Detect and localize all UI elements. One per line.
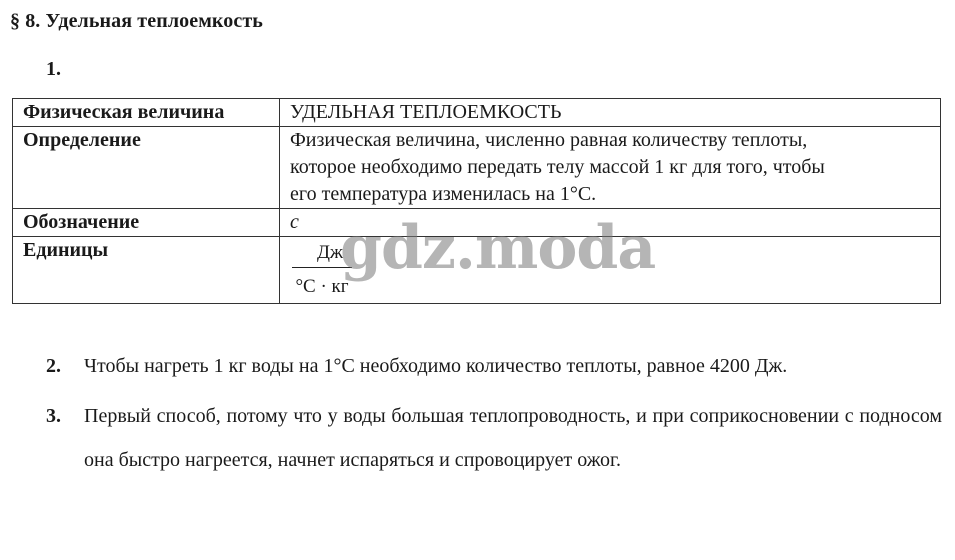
table-row-quantity	[13, 99, 941, 127]
symbol-value: c	[280, 209, 941, 237]
definition-line: его температура изменилась на 1°С.	[290, 183, 597, 205]
answers-list	[46, 352, 942, 482]
fraction-numerator: Дж	[316, 242, 344, 263]
answer-text: Первый способ, потому что у воды большая теплопроводность, и при соприкосновении с подносом она быстро нагреется, начнет испаряться и спровоцирует ожог.	[84, 405, 942, 471]
section-heading: § 8. Удельная теплоемкость	[10, 10, 263, 32]
definition-line: которое необходимо передать телу массой 1 кг для того, чтобы	[290, 156, 825, 178]
row-label: Единицы	[13, 237, 280, 304]
units-fraction	[292, 241, 352, 298]
units-value	[280, 237, 941, 304]
table-row-symbol	[13, 209, 941, 237]
watermark-logo: gdz.moda	[340, 213, 656, 283]
item-1-number: 1.	[46, 58, 61, 80]
table-row-units	[13, 237, 941, 304]
row-value: УДЕЛЬНАЯ ТЕПЛОЕМКОСТЬ	[280, 99, 941, 127]
answer-number: 3.	[46, 405, 61, 427]
row-label: Физическая величина	[13, 99, 280, 127]
properties-table	[12, 98, 941, 304]
row-label: Обозначение	[13, 209, 280, 237]
answer-item	[46, 394, 942, 482]
answer-number: 2.	[46, 355, 61, 377]
fraction-denominator: °С · кг	[295, 276, 349, 297]
answer-text: Чтобы нагреть 1 кг воды на 1°С необходимо количество теплоты, равное 4200 Дж.	[84, 355, 788, 377]
table-row-definition	[13, 127, 941, 209]
definition-text	[280, 127, 941, 209]
answer-item	[46, 352, 942, 380]
definition-line: Физическая величина, численно равная количеству теплоты,	[290, 129, 808, 151]
row-label: Определение	[13, 127, 280, 209]
fraction-bar	[292, 267, 352, 268]
